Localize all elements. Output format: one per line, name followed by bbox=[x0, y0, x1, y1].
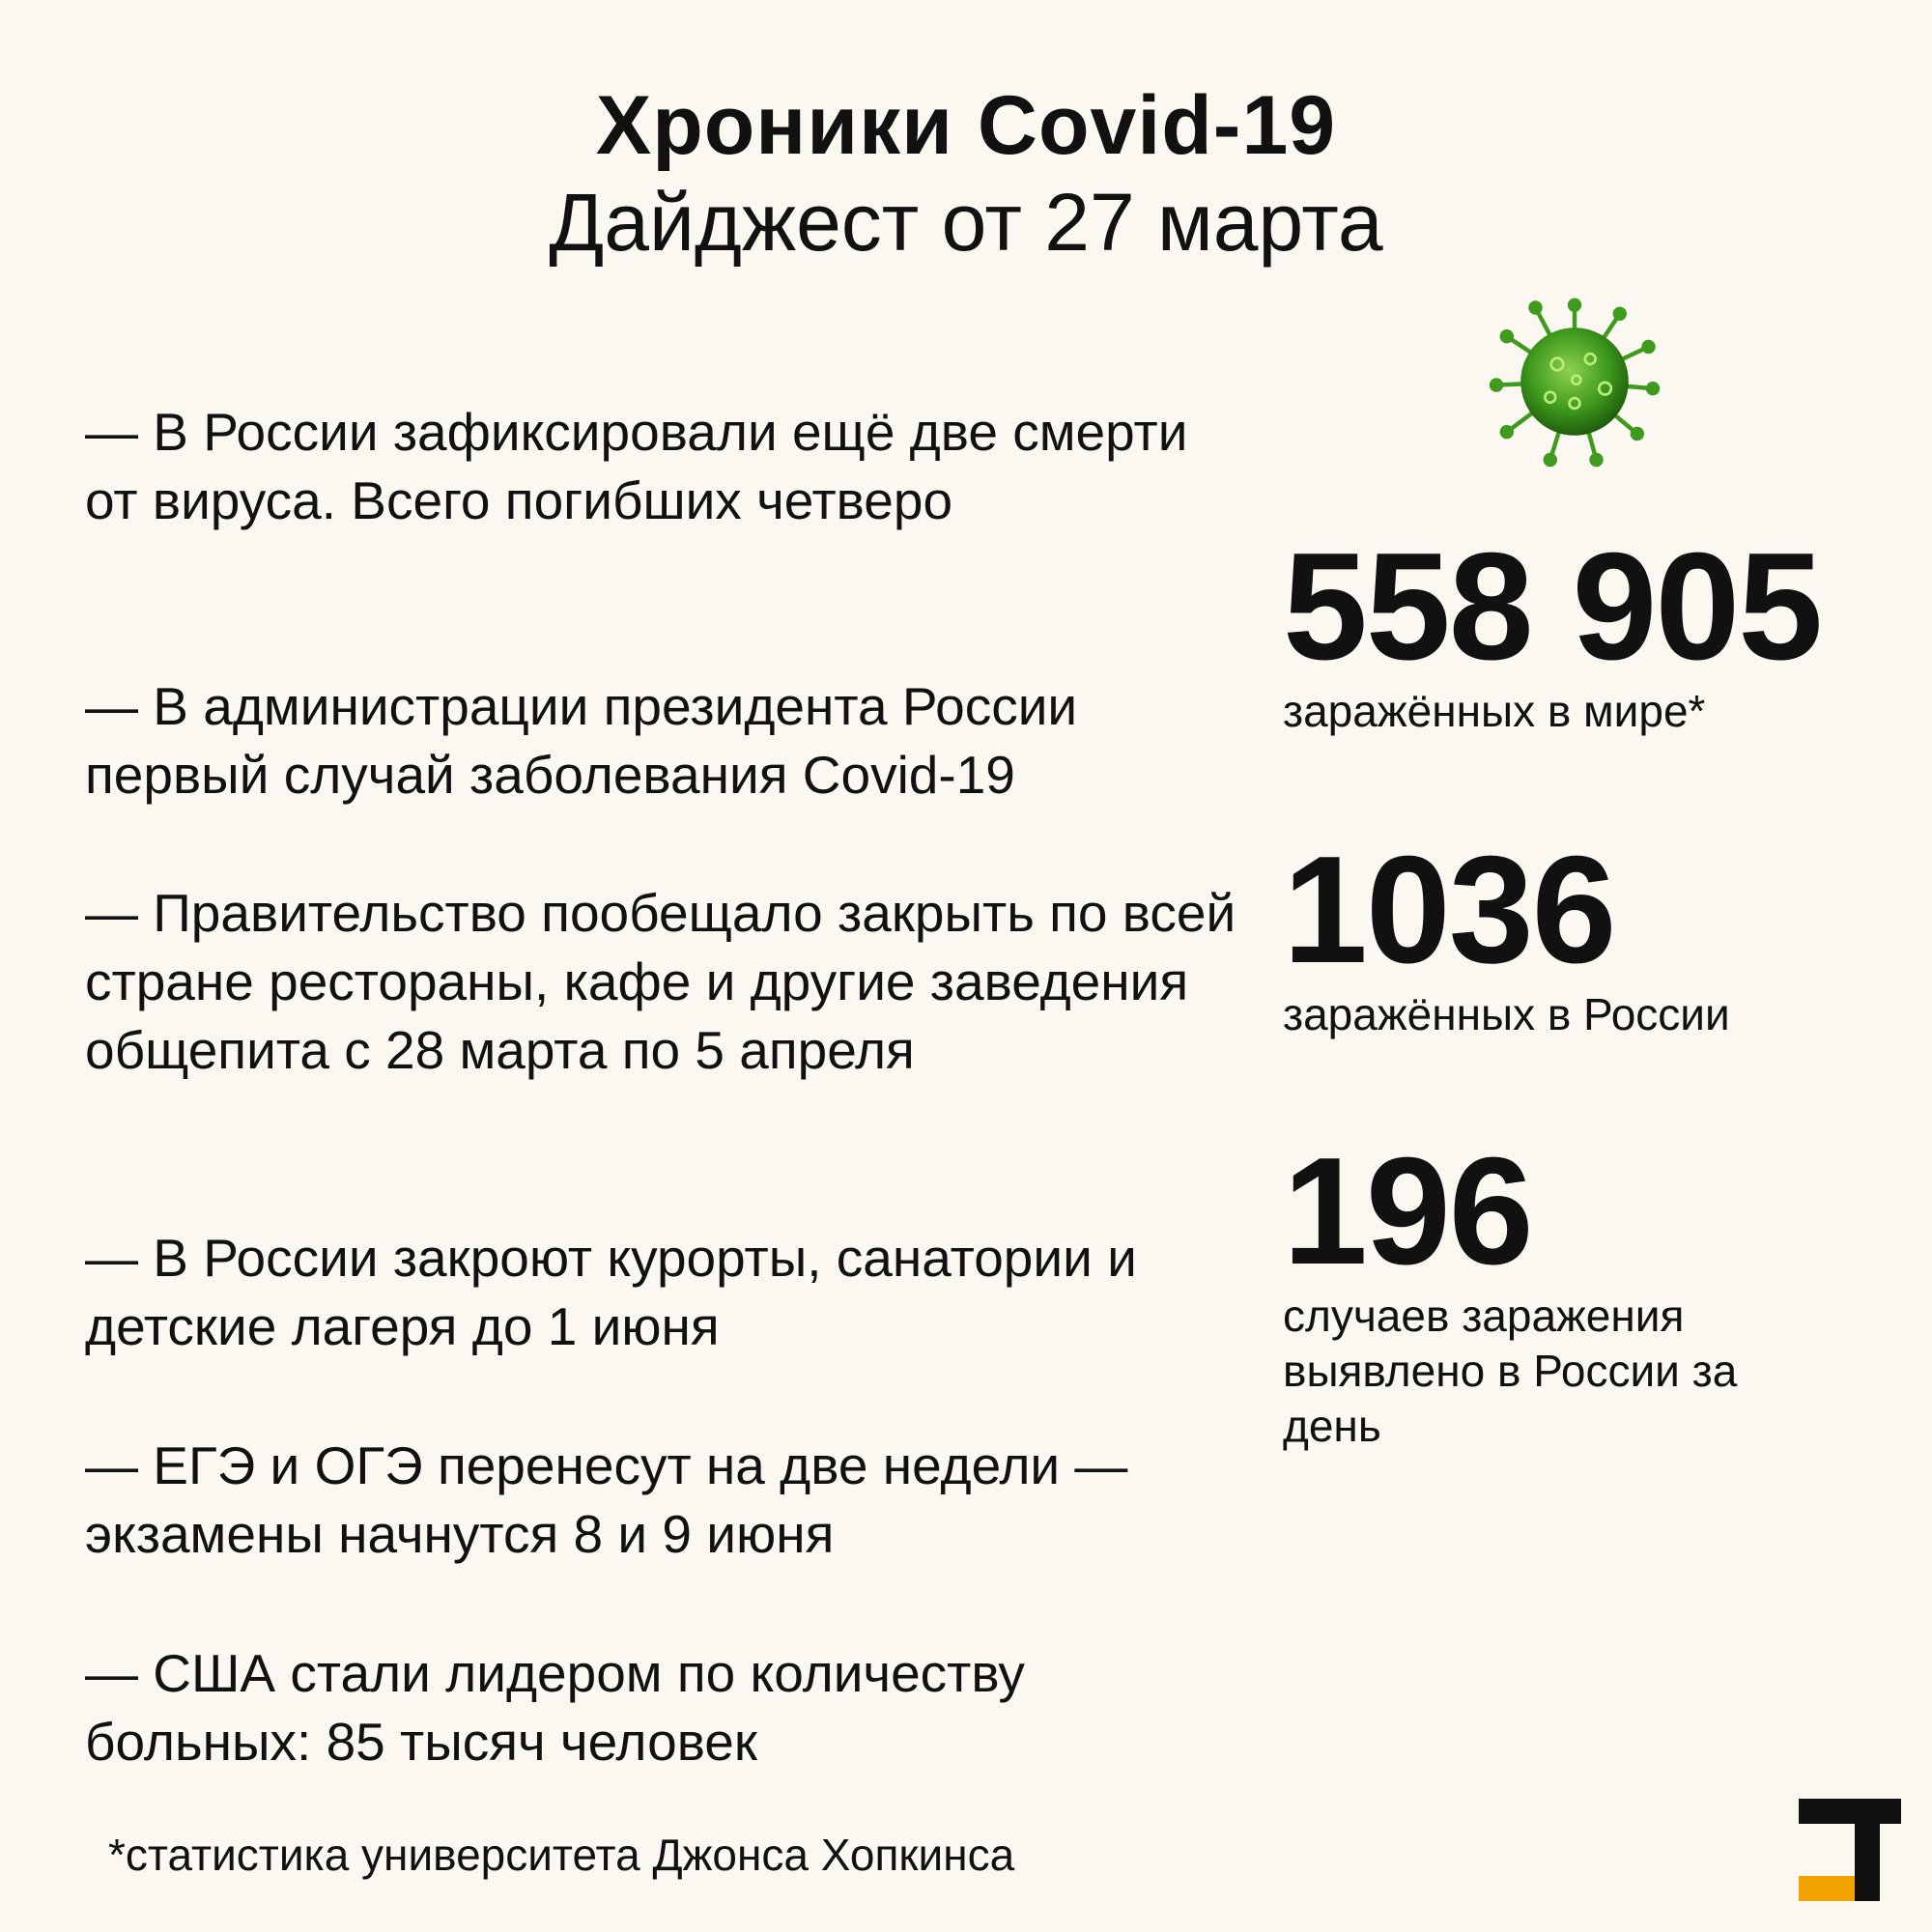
news-item: — В России зафиксировали ещё две смерти от вируса. Всего погибших четверо bbox=[85, 402, 1188, 530]
news-item: — В России закроют курорты, санатории и детские лагеря до 1 июня bbox=[85, 1228, 1137, 1356]
stat-number: 558 905 bbox=[1283, 522, 1822, 692]
page-subtitle: Дайджест от 27 марта bbox=[549, 177, 1383, 268]
header bbox=[0, 77, 1932, 270]
logo-t-icon bbox=[1799, 1799, 1901, 1901]
stat-russia-cases bbox=[1283, 825, 1824, 1042]
footnote: *статистика университета Джонса Хопкинса bbox=[108, 1830, 1015, 1880]
news-item: — США стали лидером по количеству больных: 85 тысяч человек bbox=[85, 1643, 1025, 1772]
stat-caption: заражённых в мире* bbox=[1283, 686, 1706, 736]
news-item: — ЕГЭ и ОГЭ перенесут на две недели — экзамены начнутся 8 и 9 июня bbox=[85, 1435, 1128, 1564]
stat-caption: заражённых в России bbox=[1283, 989, 1730, 1039]
stat-number: 196 bbox=[1283, 1126, 1532, 1296]
virus-icon bbox=[1488, 295, 1662, 469]
stat-caption: случаев заражения выявлено в России за день bbox=[1283, 1291, 1738, 1451]
page-title: Хроники Covid-19 bbox=[595, 79, 1337, 172]
stat-number: 1036 bbox=[1283, 825, 1615, 995]
news-item: — Правительство пообещало закрыть по всей стране рестораны, кафе и другие заведения общепита с 28 марта по 5 апреля bbox=[85, 883, 1236, 1080]
news-item: — В администрации президента России первый случай заболевания Covid-19 bbox=[85, 676, 1078, 805]
stat-world-cases bbox=[1283, 522, 1824, 739]
stat-daily-cases bbox=[1283, 1126, 1824, 1454]
